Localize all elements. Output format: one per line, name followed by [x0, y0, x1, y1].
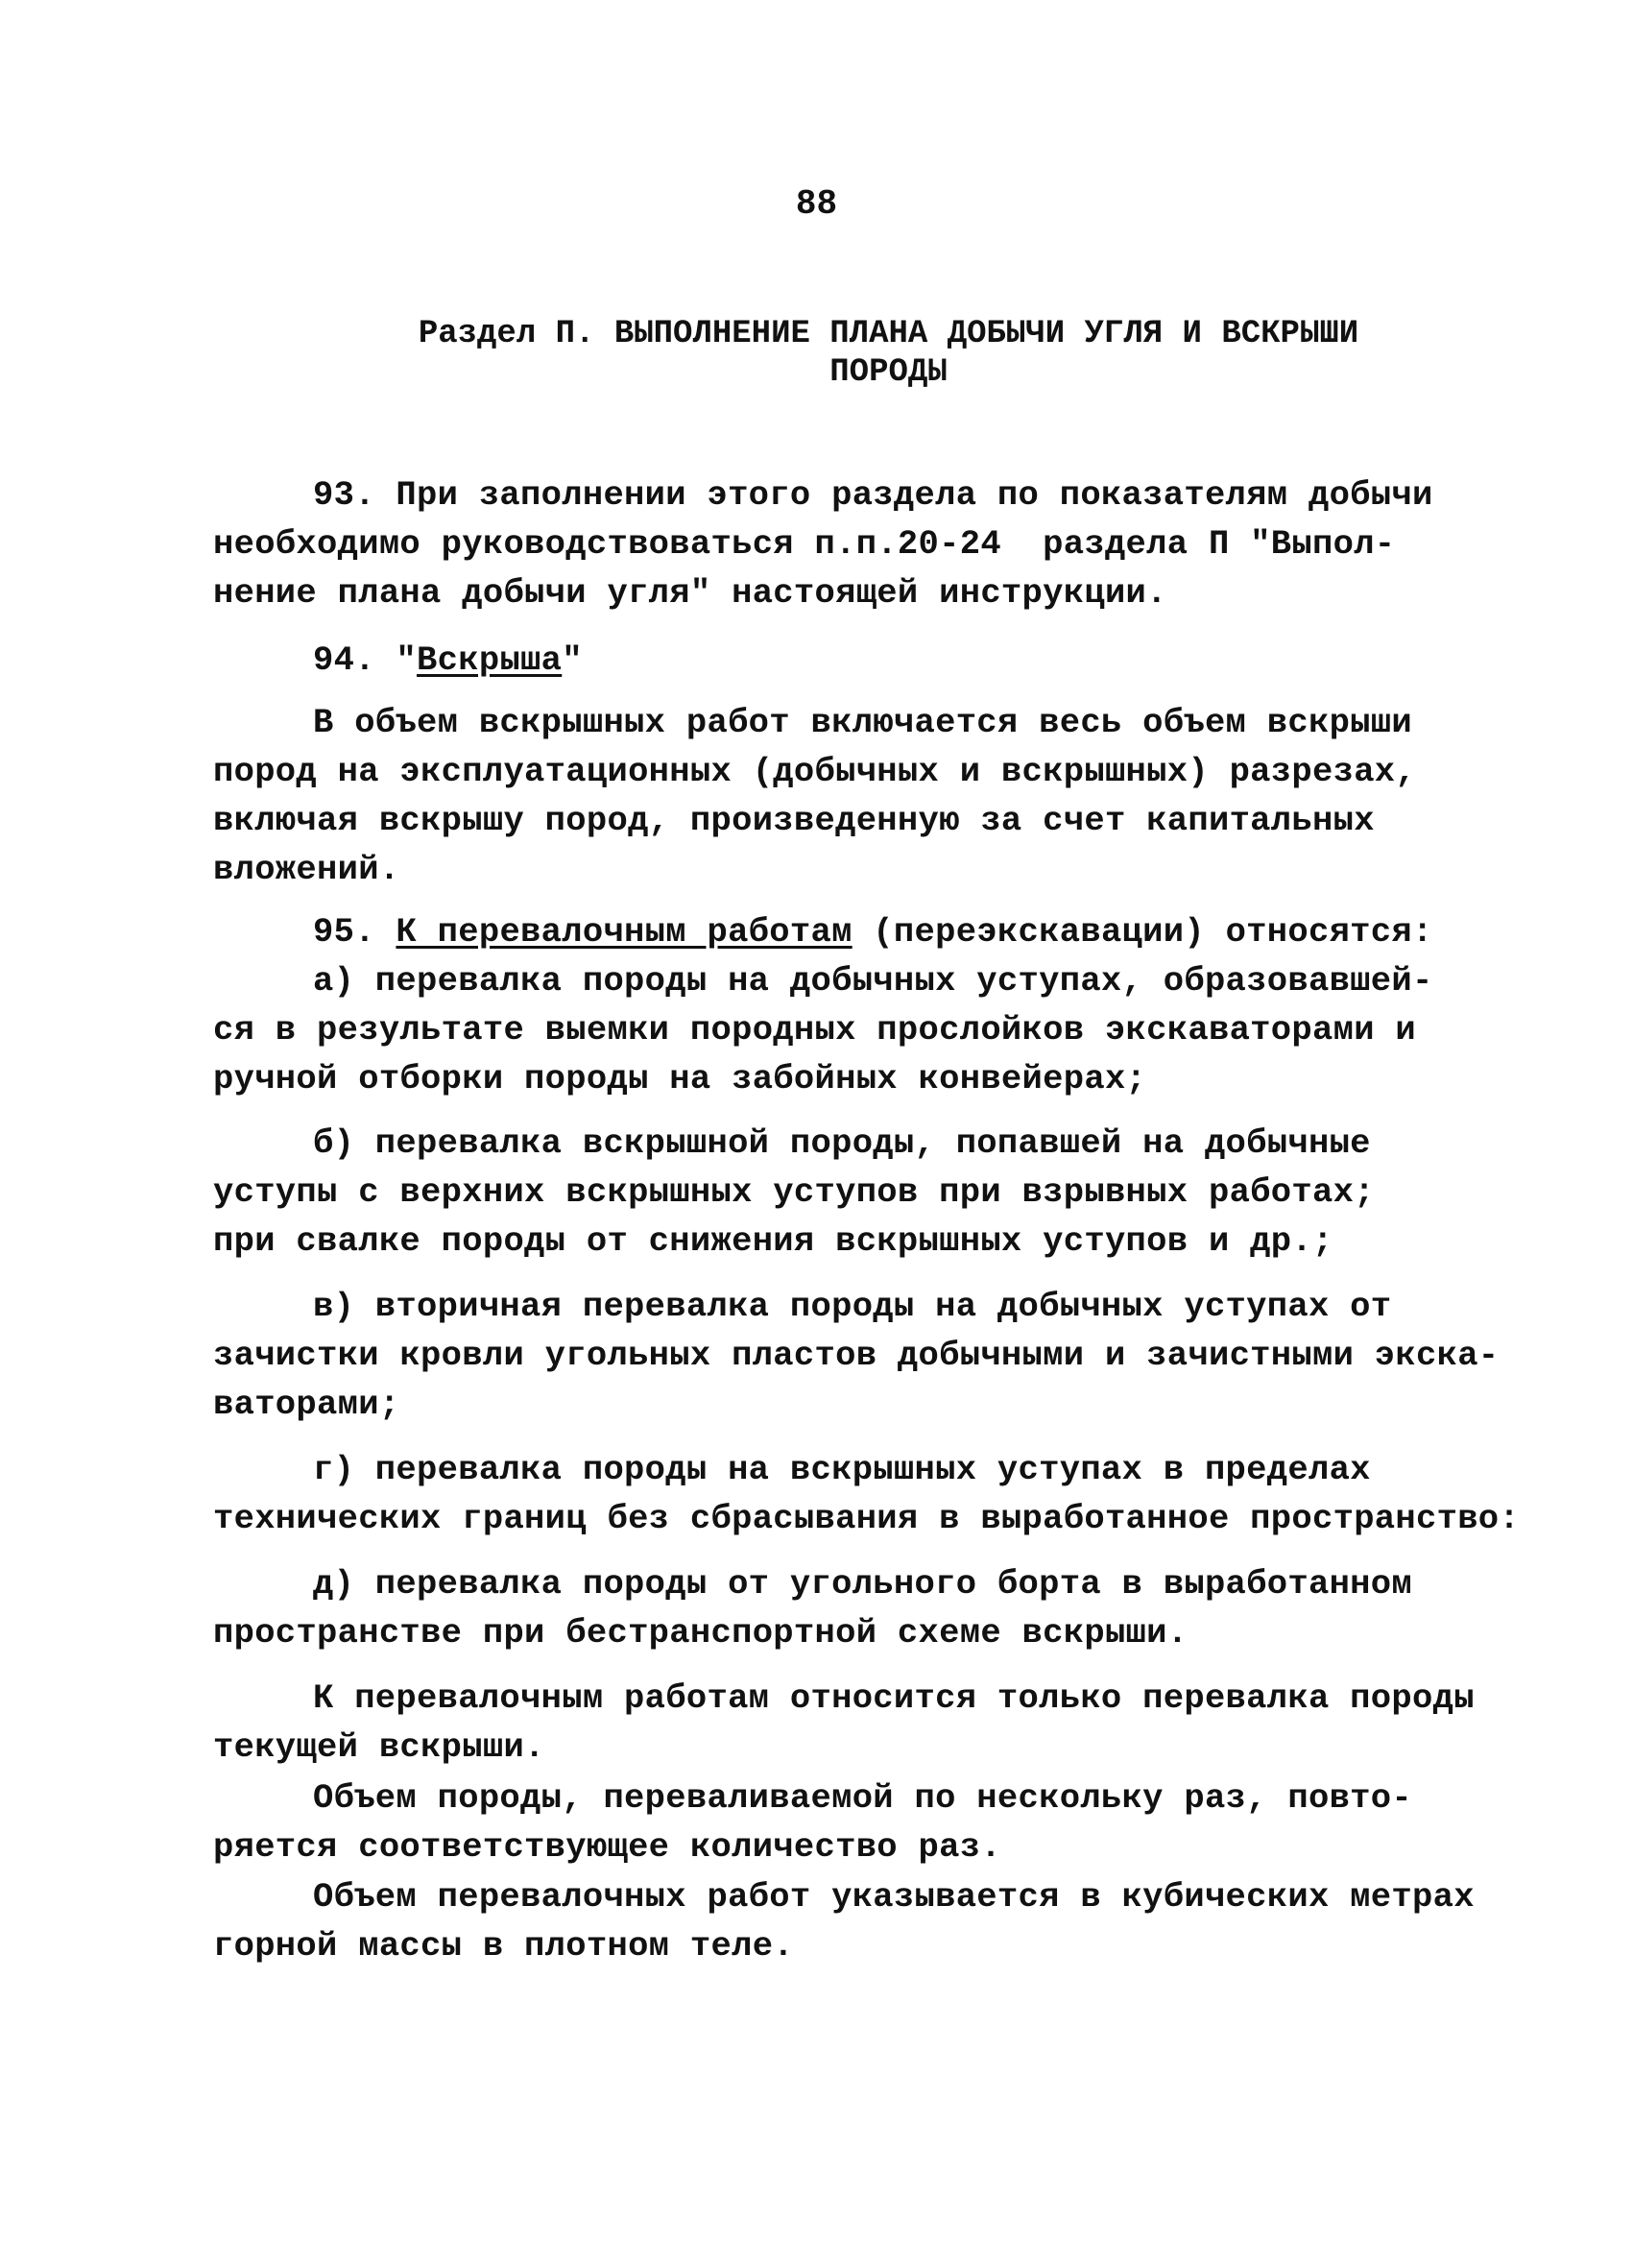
item-d-line-2: пространстве при бестранспортной схеме вскрыши.	[213, 1613, 1189, 1653]
item-a-line-1: а) перевалка породы на добычных уступах, образовавшей-	[313, 961, 1433, 1001]
item-a-line-3: ручной отборки породы на забойных конвейерах;	[213, 1059, 1147, 1098]
item-g-line-2: технических границ без сбрасывания в выработанное пространство:	[213, 1499, 1521, 1538]
p94-title: Вскрыша	[417, 640, 563, 680]
p95-heading	[313, 912, 1433, 952]
item-v-line-3: ваторами;	[213, 1385, 400, 1424]
item-v-line-1: в) вторичная перевалка породы на добычных уступах от	[313, 1287, 1392, 1326]
p94-text-line-2: пород на эксплуатационных (добычных и вскрышных) разрезах,	[213, 752, 1417, 791]
p94-text-line-4: вложений.	[213, 850, 400, 889]
item-b-line-1: б) перевалка вскрышной породы, попавшей на добычные	[313, 1123, 1371, 1163]
item-v-line-2: зачистки кровли угольных пластов добычными и зачистными экска-	[213, 1336, 1500, 1375]
item-a-line-2: ся в результате выемки породных прослойков экскаваторами и	[213, 1010, 1417, 1050]
p94-quote: "	[562, 640, 583, 680]
p93-line-1: 93. При заполнении этого раздела по показателям добычи	[313, 475, 1433, 515]
page-number: 88	[795, 184, 838, 224]
p95-number: 95.	[313, 912, 396, 952]
p94-text-line-3: включая вскрышу пород, произведенную за счет капитальных	[213, 801, 1375, 840]
note-1-line-1: К перевалочным работам относится только перевалка породы	[313, 1678, 1475, 1718]
item-b-line-2: уступы с верхних вскрышных уступов при взрывных работах;	[213, 1172, 1375, 1212]
p94-text-line-1: В объем вскрышных работ включается весь объем вскрыши	[313, 703, 1412, 742]
p93-line-2: необходимо руководствоваться п.п.20-24 раздела П "Выпол-	[213, 524, 1396, 564]
item-d-line-1: д) перевалка породы от угольного борта в выработанном	[313, 1564, 1412, 1604]
note-1-line-2: текущей вскрыши.	[213, 1727, 545, 1767]
note-3-line-2: горной массы в плотном теле.	[213, 1926, 794, 1966]
note-3-line-1: Объем перевалочных работ указывается в кубических метрах	[313, 1877, 1475, 1917]
p94-number: 94. "	[313, 640, 418, 680]
note-2-line-1: Объем породы, переваливаемой по нескольку раз, повто-	[313, 1778, 1412, 1818]
section-heading-line-1: Раздел П. ВЫПОЛНЕНИЕ ПЛАНА ДОБЫЧИ УГЛЯ И ВСКРЫШИ	[418, 316, 1359, 352]
p93-line-3: нение плана добычи угля" настоящей инструкции.	[213, 573, 1167, 613]
item-g-line-1: г) перевалка породы на вскрышных уступах в пределах	[313, 1450, 1371, 1489]
item-b-line-3: при свалке породы от снижения вскрышных уступов и др.;	[213, 1221, 1333, 1261]
section-heading-line-2: ПОРОДЫ	[829, 354, 948, 391]
p95-title: К перевалочным работам	[396, 912, 853, 952]
p95-rest: (переэкскавации) относятся:	[852, 912, 1433, 952]
section-heading	[0, 315, 1633, 392]
p94-heading	[313, 640, 583, 680]
note-2-line-2: ряется соответствующее количество раз.	[213, 1827, 1001, 1867]
